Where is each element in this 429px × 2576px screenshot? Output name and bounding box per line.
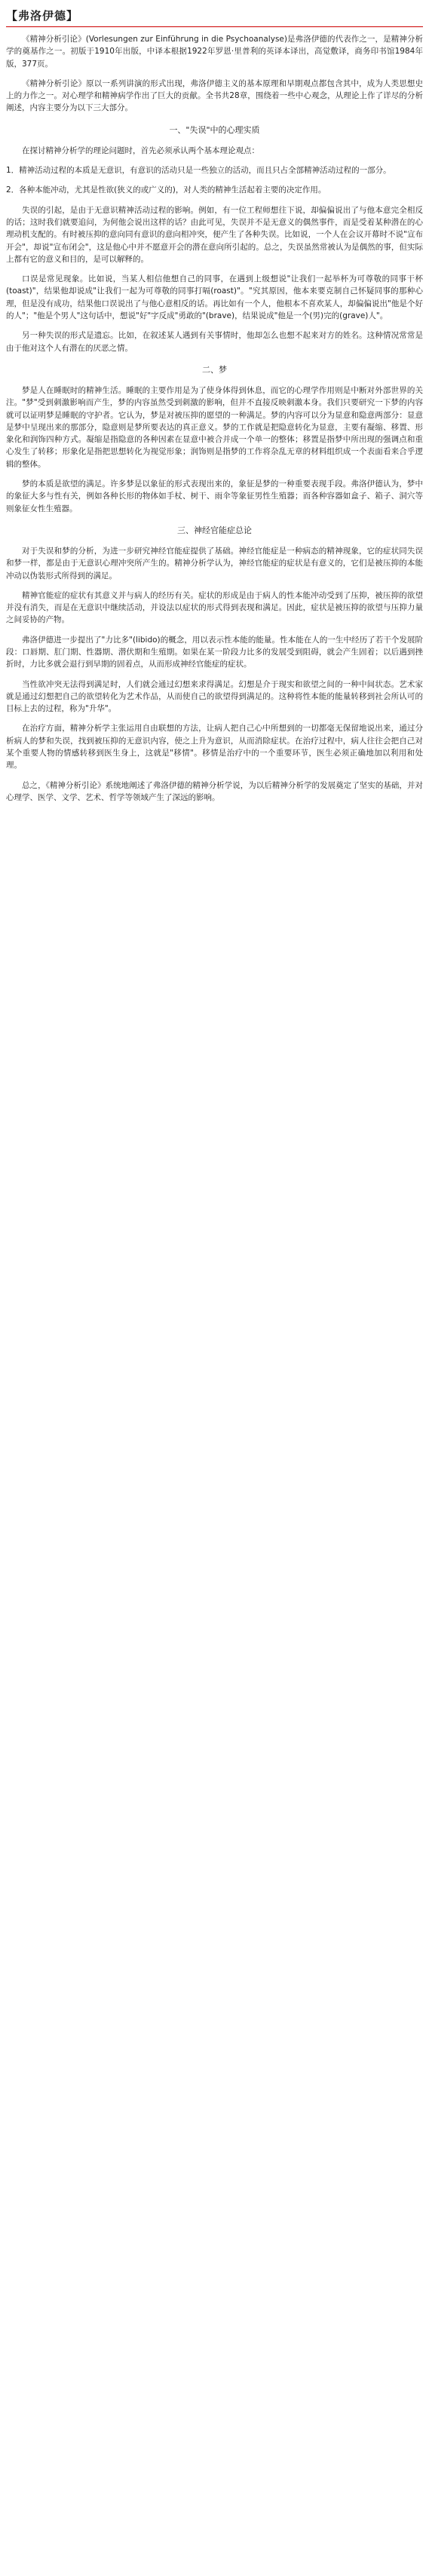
section-heading: 二、梦 <box>202 364 227 375</box>
title-bar <box>6 6 423 27</box>
body-paragraph: 另一种失误的形式是遗忘。比如，在叙述某人遇到有关事情时，他却怎么也想不起来对方的姓名。这种情况常常是由于他对这个人有潜在的厌恶之情。 <box>6 331 423 353</box>
section-heading: 三、神经官能症总论 <box>177 525 252 535</box>
body-paragraph: 当性欲冲突无法得到满足时，人们就会通过幻想来求得满足。幻想是介于现实和欲望之间的一种中间状态。艺术家就是通过幻想把自己的欲望转化为艺术作品，从而使自己的欲望得到满足的。这种将性本能的能量转移到社会所认可的目标上去的过程，称为"升华"。 <box>6 679 423 714</box>
body-paragraph: 总之，《精神分析引论》系统地阐述了弗洛伊德的精神分析学说，为以后精神分析学的发展奠定了坚实的基础，并对心理学、医学、文学、艺术、哲学等领域产生了深远的影响。 <box>6 780 423 802</box>
body-paragraph: 在治疗方面，精神分析学主张运用自由联想的方法，让病人把自己心中所想到的一切都毫无保留地说出来，通过分析病人的梦和失误，找到被压抑的无意识内容，使之上升为意识，从而消除症状。在治疗过程中，病人往往会把自己对某个重要人物的情感转移到医生身上，这就是"移情"。移情是治疗中的一个重要环节，医生必须正确地加以利用和处理。 <box>6 724 423 770</box>
article <box>0 0 429 804</box>
body-paragraph: 在探讨精神分析学的理论问题时，首先必须承认两个基本理论观点： <box>22 145 259 155</box>
page-title: 【弗洛伊德】 <box>6 9 79 23</box>
body-paragraph: 2．各种本能冲动，尤其是性欲(狭义的或广义的)，对人类的精神生活起着主要的决定作用。 <box>6 185 326 195</box>
intro-paragraph: 《精神分析引论》原以一系列讲演的形式出现，弗洛伊德主义的基本原理和早期观点都包含其中，成为人类思想史上的力作之一。对心理学和精神病学作出了巨大的贡献。全书共28章，围绕着一些中心观念，从理论上作了详尽的分析阐述，内容主要分为以下三大部分。 <box>6 78 423 113</box>
body-paragraph: 口误是常见现象。比如说，当某人相信他想自己的同事，在遇到上级想说"让我们一起举杯为可尊敬的同事干杯(toast)"，结果他却说成"让我们一起为可尊敬的同事打嗝(roast)"。"究其原因，他本来要克制自己怀疑同事的那种心理，但是没有成功，结果他口误说出了与他心意相反的话。再比如有一个人，他根本不喜欢某人，却偏偏说出"他是个好的人"；"他是个男人"这句话中，想说"好"字反成"勇敢的"(brave)，结果说成"他是一个(男)完的(grave)人"。 <box>6 274 423 321</box>
body-paragraph: 失误的引起，是由于无意识精神活动过程的影响。例如，有一位工程师想往下说，却偏偏说出了与他本意完全相反的话；这时我们就要追问，为何他会说出这样的话？由此可见，失误并不是无意义的偶然事件，而是受着某种潜在的心理动机支配的。有时被压抑的意向同有意识的意向相冲突，便产生了各种失误。比如说，一个人在会议开幕时不说"宣布开会"，却说"宣布闭会"，这是他心中并不愿意开会的潜在意向所引起的。总之，失误虽然常被认为是偶然的事，但实际上都有它的意义和目的，是可以解释的。 <box>6 205 423 264</box>
body-paragraph: 弗洛伊德进一步提出了"力比多"(libido)的概念，用以表示性本能的能量。性本能在人的一生中经历了若干个发展阶段：口唇期、肛门期、性器期、潜伏期和生殖期。如果在某一阶段力比多的发展受到阻碍，就会产生固着；以后遇到挫折时，力比多就会退行到早期的固着点，从而形成神经官能症的症状。 <box>6 635 423 669</box>
body-paragraph: 对于失误和梦的分析，为进一步研究神经官能症提供了基础。神经官能症是一种病态的精神现象，它的症状同失误和梦一样，都是由于无意识心理冲突所产生的。精神分析学认为，神经官能症的症状是有意义的，它们是被压抑的本能冲动以伪装形式所得到的满足。 <box>6 546 423 580</box>
body-paragraph: 梦的本质是欲望的满足。许多梦是以象征的形式表现出来的，象征是梦的一种重要表现手段。弗洛伊德认为，梦中的象征大多与性有关，例如各种长形的物体如手杖、树干、雨伞等象征男性生殖器；而各种容器如盒子、箱子、洞穴等则象征女性生殖器。 <box>6 479 423 513</box>
intro-paragraph: 《精神分析引论》(Vorlesungen zur Einführung in die Psychoanalyse)是弗洛伊德的代表作之一，是精神分析学的奠基作之一。初版于1910年出版，中译本根据1922年罗恩·里普利的英译本译出，高觉敷译，商务印书馆1984年版，377页。 <box>6 35 423 69</box>
body-paragraph: 精神官能症的症状有其意义并与病人的经历有关。症状的形成是由于病人的性本能冲动受到了压抑，被压抑的欲望并没有消失，而是在无意识中继续活动，并设法以症状的形式得到表现和满足。因此，症状是被压抑的欲望与压抑力量之间妥协的产物。 <box>6 590 423 625</box>
section-heading: 一、"失误"中的心理实质 <box>169 124 260 135</box>
body-paragraph: 1．精神活动过程的本质是无意识，有意识的活动只是一些独立的活动，而且只占全部精神活动过程的一部分。 <box>6 166 391 176</box>
body-paragraph: 梦是人在睡眠时的精神生活。睡眠的主要作用是为了使身体得到休息，而它的心理学作用则是中断对外部世界的关注。"梦"受到刺激影响而产生，梦的内容虽然受到刺激的影响，但并不直接反映刺激本身。我们只要研究一下梦的内容就可以证明梦是睡眠的守护者。它认为，梦是对被压抑的愿望的一种满足。梦的内容可以分为显意和隐意两部分：显意是梦中呈现出来的那部分，隐意则是梦所要表达的真正意义。梦的工作就是把隐意转化为显意，主要有凝缩、移置、形象化和润饰四种方式。凝缩是指隐意的各种因素在显意中被合并成一个单一的整体；移置是指梦中所出现的强调点和重心发生了转移；形象化是指把思想转化为视觉形象；润饰则是指梦的工作将杂乱无章的材料组织成一个表面看来合乎逻辑的整体。 <box>6 385 423 469</box>
